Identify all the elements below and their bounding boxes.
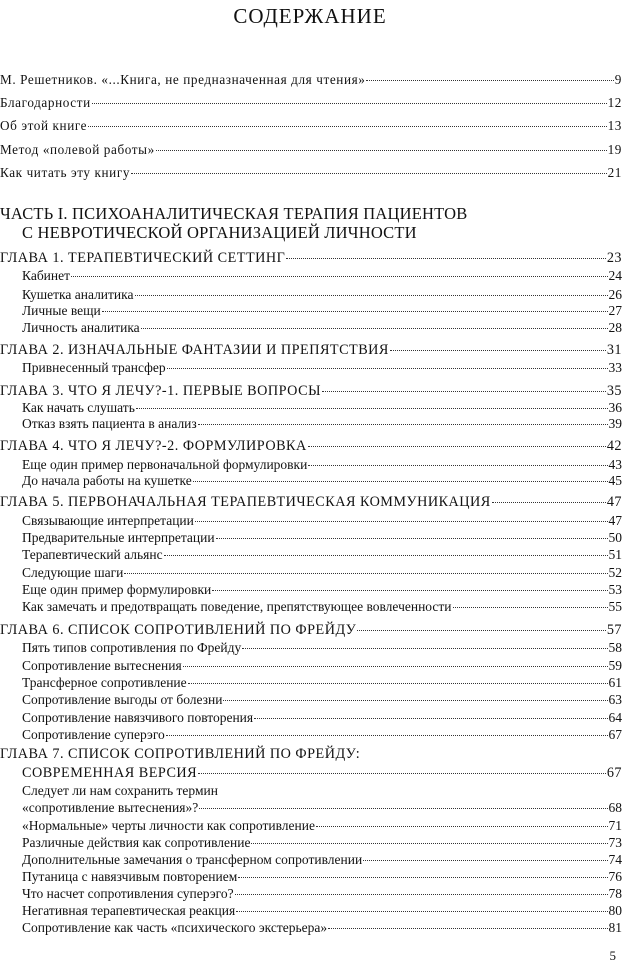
section-entry[interactable] — [0, 675, 622, 691]
front-matter-entry[interactable] — [0, 165, 622, 181]
entry-title: Благодарности — [0, 95, 91, 110]
entry-page-number: 76 — [608, 869, 622, 884]
entry-title: ГЛАВА 1. ТЕРАПЕВТИЧЕСКИЙ СЕТТИНГ — [0, 250, 286, 266]
entry-page-number: 9 — [614, 72, 622, 87]
dot-leader — [453, 606, 608, 608]
dot-leader — [308, 464, 607, 466]
dot-leader — [316, 825, 608, 827]
entry-title: Путаница с навязчивым повторением — [22, 869, 238, 884]
section-entry[interactable] — [0, 599, 622, 615]
front-matter-entry[interactable] — [0, 72, 622, 88]
chapter-entry[interactable] — [0, 765, 622, 781]
part-heading — [0, 204, 600, 242]
dot-leader — [124, 572, 607, 574]
chapter-entry[interactable] — [0, 494, 622, 510]
entry-title: Сопротивление вытеснения — [22, 658, 182, 673]
dot-leader — [193, 480, 608, 482]
entry-title: Сопротивление выгоды от болезни — [22, 692, 223, 707]
section-entry[interactable] — [0, 869, 622, 885]
entry-title: Отказ взять пациента в анализ — [22, 416, 197, 431]
entry-page-number: 55 — [608, 599, 622, 614]
entry-page-number: 39 — [608, 416, 622, 431]
entry-title: Дополнительные замечания о трансферном сопротивлении — [22, 852, 363, 867]
entry-title: Как начать слушать — [22, 400, 135, 415]
section-entry[interactable] — [0, 800, 622, 816]
part-heading-line: ЧАСТЬ I. ПСИХОАНАЛИТИЧЕСКАЯ ТЕРАПИЯ ПАЦИЕНТОВ — [0, 204, 468, 223]
entry-title: Трансферное сопротивление — [22, 675, 187, 690]
dot-leader — [235, 893, 608, 895]
section-entry[interactable] — [0, 513, 622, 529]
entry-title: Еще один пример формулировки — [22, 582, 212, 597]
part-heading-line: С НЕВРОТИЧЕСКОЙ ОРГАНИЗАЦИЕЙ ЛИЧНОСТИ — [22, 223, 417, 242]
section-entry[interactable] — [0, 530, 622, 546]
section-entry[interactable] — [0, 640, 622, 656]
entry-page-number: 21 — [607, 165, 622, 180]
entry-page-number: 58 — [608, 640, 622, 655]
dot-leader — [212, 589, 607, 591]
entry-page-number: 47 — [606, 494, 622, 510]
entry-page-number: 61 — [608, 675, 622, 690]
dot-leader — [167, 367, 608, 369]
front-matter-entry[interactable] — [0, 95, 622, 111]
entry-page-number: 27 — [608, 303, 622, 318]
section-entry[interactable] — [0, 565, 622, 581]
entry-page-number: 73 — [608, 835, 622, 850]
dot-leader — [71, 275, 607, 277]
entry-page-number: 80 — [608, 903, 622, 918]
dot-leader — [136, 407, 608, 409]
entry-title: Следующие шаги — [22, 565, 124, 580]
entry-page-number: 63 — [608, 692, 622, 707]
entry-title: Что насчет сопротивления суперэго? — [22, 886, 234, 901]
entry-page-number: 53 — [608, 582, 622, 597]
entry-page-number: 33 — [608, 360, 622, 375]
dot-leader — [198, 772, 606, 774]
entry-page-number: 19 — [607, 142, 622, 157]
entry-title: Как замечать и предотвращать поведение, препятствующее вовлеченности — [22, 599, 452, 614]
section-entry[interactable] — [0, 582, 622, 598]
dot-leader — [92, 102, 607, 104]
entry-page-number: 81 — [608, 920, 622, 935]
dot-leader — [156, 149, 607, 151]
dot-leader — [366, 79, 613, 81]
entry-title: М. Решетников. «...Книга, не предназначенная для чтения» — [0, 72, 366, 87]
entry-page-number: 67 — [606, 765, 622, 781]
dot-leader — [164, 554, 608, 556]
entry-title: Об этой книге — [0, 118, 88, 133]
entry-title: Сопротивление как часть «психического экстерьера» — [22, 920, 328, 935]
section-entry[interactable] — [0, 818, 622, 834]
dot-leader — [254, 717, 607, 719]
entry-title: Терапевтический альянс — [22, 547, 163, 562]
dot-leader — [195, 520, 608, 522]
chapter-entry[interactable] — [0, 342, 622, 358]
entry-page-number: 28 — [608, 320, 622, 335]
entry-title: «Нормальные» черты личности как сопротивление — [22, 818, 315, 833]
entry-title: «сопротивление вытеснения»? — [22, 800, 199, 815]
section-entry[interactable] — [0, 303, 622, 319]
dot-leader — [357, 629, 605, 631]
dot-leader — [135, 294, 608, 296]
section-entry[interactable] — [0, 400, 622, 416]
entry-title: Различные действия как сопротивление — [22, 835, 251, 850]
entry-title: ГЛАВА 6. СПИСОК СОПРОТИВЛЕНИЙ ПО ФРЕЙДУ — [0, 622, 357, 638]
front-matter-entry[interactable] — [0, 118, 622, 134]
section-entry[interactable] — [0, 268, 622, 284]
section-entry[interactable] — [0, 287, 622, 303]
section-entry[interactable] — [0, 710, 622, 726]
dot-leader — [251, 842, 607, 844]
entry-title: Привнесенный трансфер — [22, 360, 166, 375]
section-entry[interactable] — [0, 457, 622, 473]
entry-page-number: 31 — [606, 342, 622, 358]
page-title: СОДЕРЖАНИЕ — [233, 4, 387, 28]
entry-page-number: 36 — [608, 400, 622, 415]
entry-page-number: 59 — [608, 658, 622, 673]
entry-page-number: 57 — [606, 622, 622, 638]
front-matter-entry[interactable] — [0, 142, 622, 158]
entry-title: Личные вещи — [22, 303, 101, 318]
entry-title: ГЛАВА 4. ЧТО Я ЛЕЧУ?-2. ФОРМУЛИРОВКА — [0, 438, 307, 454]
entry-title: Кабинет — [22, 268, 71, 283]
entry-title: До начала работы на кушетке — [22, 473, 192, 488]
dot-leader — [363, 859, 607, 861]
dot-leader — [166, 734, 608, 736]
entry-page-number: 35 — [606, 383, 622, 399]
chapter-entry[interactable] — [0, 250, 622, 266]
entry-page-number: 52 — [608, 565, 622, 580]
section-entry[interactable] — [0, 547, 622, 563]
entry-title: Еще один пример первоначальной формулировки — [22, 457, 308, 472]
entry-page-number: 67 — [608, 727, 622, 742]
entry-page-number: 78 — [608, 886, 622, 901]
dot-leader — [199, 807, 607, 809]
section-entry[interactable] — [0, 320, 622, 336]
entry-title: ГЛАВА 3. ЧТО Я ЛЕЧУ?-1. ПЕРВЫЕ ВОПРОСЫ — [0, 383, 321, 399]
dot-leader — [131, 172, 607, 174]
chapter-entry[interactable] — [0, 438, 622, 454]
dot-leader — [238, 876, 607, 878]
entry-page-number: 50 — [608, 530, 622, 545]
entry-title: Сопротивление суперэго — [22, 727, 165, 742]
dot-leader — [88, 125, 606, 127]
dot-leader — [322, 390, 606, 392]
entry-page-number: 64 — [608, 710, 622, 725]
entry-title: СОВРЕМЕННАЯ ВЕРСИЯ — [22, 765, 198, 781]
entry-title: Кушетка аналитика — [22, 287, 134, 302]
dot-leader — [183, 665, 608, 667]
page-number: 5 — [609, 948, 616, 963]
section-entry[interactable] — [0, 903, 622, 919]
entry-title: Связывающие интерпретации — [22, 513, 194, 528]
section-entry: Следует ли нам сохранить термин — [22, 783, 218, 798]
dot-leader — [308, 445, 606, 447]
entry-title: ГЛАВА 2. ИЗНАЧАЛЬНЫЕ ФАНТАЗИИ И ПРЕПЯТСТВИЯ — [0, 342, 389, 358]
entry-title: ГЛАВА 5. ПЕРВОНАЧАЛЬНАЯ ТЕРАПЕВТИЧЕСКАЯ КОММУНИКАЦИЯ — [0, 494, 491, 510]
entry-page-number: 13 — [607, 118, 622, 133]
entry-page-number: 12 — [607, 95, 622, 110]
section-entry[interactable] — [0, 852, 622, 868]
dot-leader — [188, 682, 608, 684]
entry-page-number: 51 — [608, 547, 622, 562]
dot-leader — [236, 910, 607, 912]
entry-page-number: 24 — [608, 268, 622, 283]
chapter-entry[interactable] — [0, 622, 622, 638]
entry-page-number: 71 — [608, 818, 622, 833]
dot-leader — [492, 501, 606, 503]
entry-page-number: 45 — [608, 473, 622, 488]
entry-page-number: 47 — [608, 513, 622, 528]
entry-title: Метод «полевой работы» — [0, 142, 155, 157]
entry-title: Сопротивление навязчивого повторения — [22, 710, 254, 725]
section-entry[interactable] — [0, 920, 622, 936]
entry-page-number: 74 — [608, 852, 622, 867]
dot-leader — [328, 927, 607, 929]
dot-leader — [242, 647, 607, 649]
section-entry[interactable] — [0, 727, 622, 743]
entry-title: Личность аналитика — [22, 320, 140, 335]
entry-page-number: 42 — [606, 438, 622, 454]
entry-page-number: 23 — [606, 250, 622, 266]
entry-page-number: 68 — [608, 800, 622, 815]
dot-leader — [216, 537, 608, 539]
entry-title: Предварительные интерпретации — [22, 530, 215, 545]
entry-page-number: 26 — [608, 287, 622, 302]
section-entry[interactable] — [0, 835, 622, 851]
dot-leader — [390, 349, 606, 351]
section-entry[interactable] — [0, 692, 622, 708]
entry-title: Как читать эту книгу — [0, 165, 131, 180]
section-entry[interactable] — [0, 360, 622, 376]
section-entry[interactable] — [0, 658, 622, 674]
entry-page-number: 43 — [608, 457, 622, 472]
dot-leader — [102, 310, 608, 312]
dot-leader — [223, 699, 607, 701]
section-entry[interactable] — [0, 886, 622, 902]
section-entry[interactable] — [0, 416, 622, 432]
chapter-entry[interactable] — [0, 383, 622, 399]
dot-leader — [198, 423, 608, 425]
chapter-entry: ГЛАВА 7. СПИСОК СОПРОТИВЛЕНИЙ ПО ФРЕЙДУ: — [0, 746, 361, 762]
dot-leader — [286, 257, 606, 259]
entry-title: Пять типов сопротивления по Фрейду — [22, 640, 242, 655]
dot-leader — [141, 327, 608, 329]
section-entry[interactable] — [0, 473, 622, 489]
entry-title: Негативная терапевтическая реакция — [22, 903, 236, 918]
